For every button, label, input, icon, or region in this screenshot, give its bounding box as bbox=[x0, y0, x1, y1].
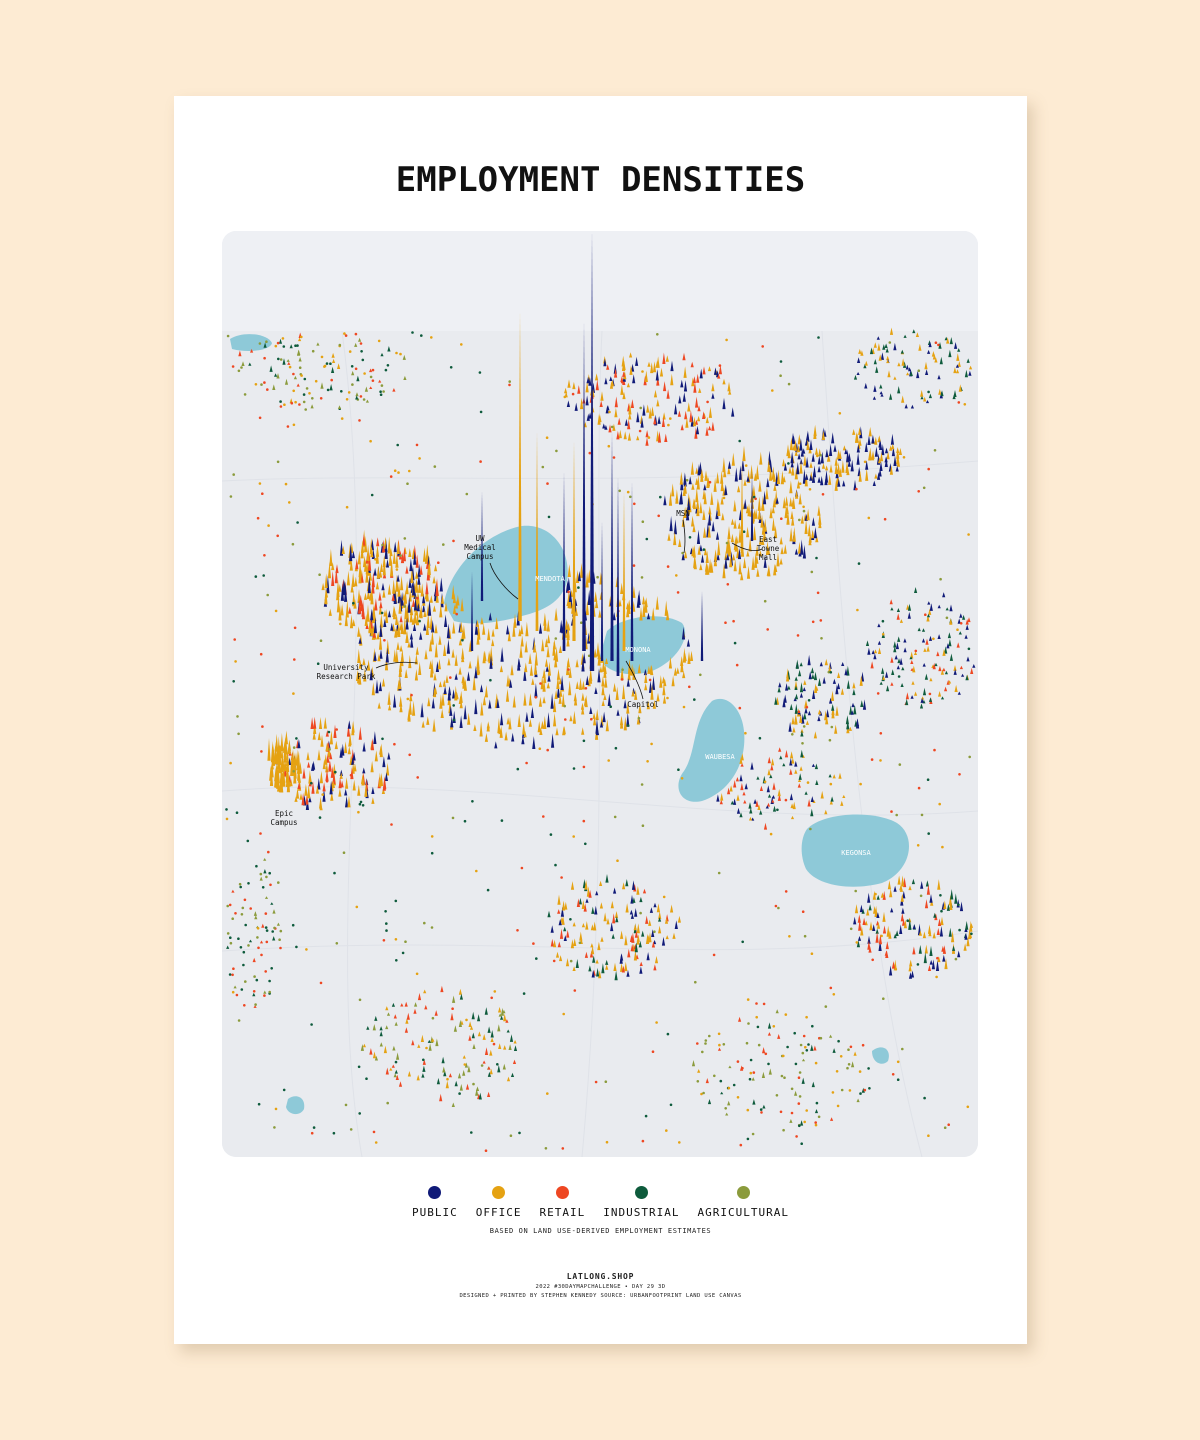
legend-label-agricultural: AGRICULTURAL bbox=[697, 1206, 789, 1219]
callout-epic-1: Epic bbox=[274, 809, 294, 818]
callout-research-park-2: Research Park bbox=[316, 672, 376, 681]
footer-brand: LATLONG.SHOP bbox=[566, 1272, 635, 1281]
lake-small-sw-shape bbox=[286, 1096, 304, 1114]
legend-dot-public bbox=[428, 1186, 441, 1199]
legend-label-industrial: INDUSTRIAL bbox=[603, 1206, 680, 1219]
callout-east-towne-3: Mall bbox=[758, 553, 778, 562]
legend-dot-industrial bbox=[635, 1186, 648, 1199]
map-canvas bbox=[222, 231, 978, 1157]
legend-item-industrial bbox=[603, 1186, 679, 1219]
legend-label-retail: RETAIL bbox=[539, 1206, 586, 1219]
source-note: BASED ON LAND USE-DERIVED EMPLOYMENT ESTIMATES bbox=[489, 1227, 712, 1235]
callout-research-park-1: University bbox=[323, 663, 369, 672]
callout-uw-medical-1: UW bbox=[475, 534, 485, 543]
legend-label-public: PUBLIC bbox=[412, 1206, 458, 1219]
callout-east-towne-1: East bbox=[758, 535, 778, 544]
legend bbox=[174, 1186, 1027, 1219]
poster bbox=[174, 96, 1027, 1344]
footer-line-2: DESIGNED + PRINTED BY STEPHEN KENNEDY SOURCE: URBANFOOTPRINT LAND USE CANVAS bbox=[459, 1293, 742, 1299]
lake-label-kegonsa: KEGONSA bbox=[841, 849, 871, 857]
legend-dot-agricultural bbox=[737, 1186, 750, 1199]
callout-msn: MSN bbox=[676, 509, 690, 518]
legend-dot-retail bbox=[556, 1186, 569, 1199]
legend-dot-office bbox=[492, 1186, 505, 1199]
callout-uw-medical-2: Medical bbox=[464, 543, 496, 552]
callout-east-towne-2: Towne bbox=[756, 544, 780, 553]
footer bbox=[174, 1272, 1027, 1299]
lake-label-mendota: MENDOTA bbox=[535, 575, 565, 583]
legend-item-public bbox=[412, 1186, 458, 1219]
legend-item-retail bbox=[540, 1186, 586, 1219]
poster-title: EMPLOYMENT DENSITIES bbox=[395, 160, 806, 200]
callout-uw-medical-3: Campus bbox=[466, 552, 494, 561]
callout-epic-2: Campus bbox=[270, 818, 298, 827]
map-panel bbox=[222, 231, 978, 1157]
legend-item-office bbox=[476, 1186, 522, 1219]
legend-label-office: OFFICE bbox=[475, 1206, 522, 1219]
lake-label-monona: MONONA bbox=[625, 646, 651, 654]
legend-item-agricultural bbox=[698, 1186, 789, 1219]
lake-label-waubesa: WAUBESA bbox=[705, 753, 735, 761]
callout-capitol: Capitol bbox=[627, 700, 659, 709]
footer-line-1: 2022 #30DAYMAPCHALLENGE • DAY 29 3D bbox=[535, 1284, 666, 1290]
